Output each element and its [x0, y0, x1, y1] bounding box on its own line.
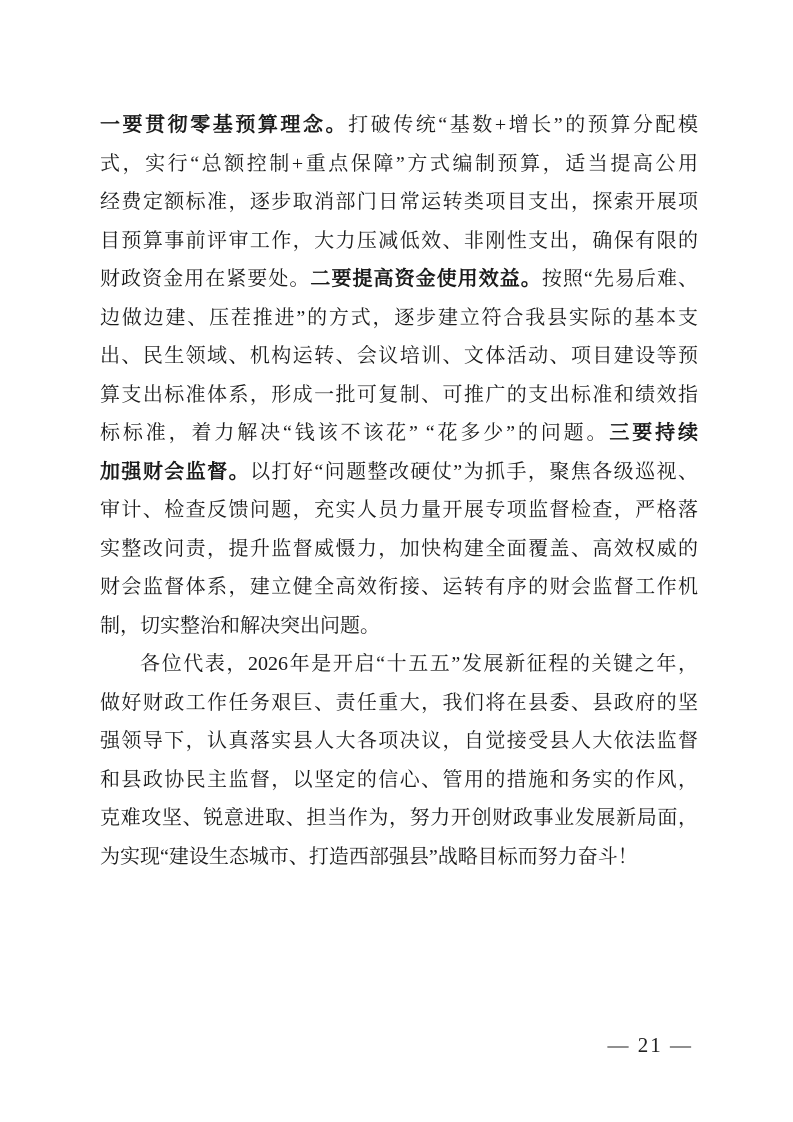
- text-segment: 财会监督体系，建立健全高效衔接、运转有序的财会监督工作机: [100, 576, 698, 598]
- text-line: [100, 222, 698, 261]
- text-block: [100, 106, 698, 876]
- text-line: [100, 799, 698, 838]
- text-line: [100, 414, 698, 453]
- text-segment: 以打好“问题整改硬仗”为抓手，聚焦各级巡视、: [250, 460, 698, 483]
- text-line: [100, 260, 698, 299]
- text-line: [100, 453, 698, 492]
- text-segment: 和县政协民主监督，以坚定的信心、管用的措施和务实的作风，: [100, 768, 698, 791]
- text-segment: 经费定额标准，逐步取消部门日常运转类项目支出，探索开展项: [100, 191, 698, 213]
- text-segment: 各位代表，2026年是开启“十五五”发展新征程的关键之年，: [140, 653, 698, 675]
- text-segment: 式，实行“总额控制+重点保障”方式编制预算，适当提高公用: [100, 152, 698, 175]
- text-segment: 克难攻坚、锐意进取、担当作为，努力开创财政事业发展新局面，: [100, 807, 698, 829]
- text-line: [100, 491, 698, 530]
- text-segment: 目预算事前评审工作，大力压减低效、非刚性支出，确保有限的: [100, 229, 698, 252]
- text-line: [100, 299, 698, 338]
- text-segment: 出、民生领域、机构运转、会议培训、文体活动、项目建设等预: [100, 345, 698, 367]
- bold-text-segment: 二要提高资金使用效益。: [310, 268, 542, 290]
- text-segment: 边做边建、压茬推进”的方式，逐步建立符合我县实际的基本支: [100, 306, 698, 329]
- text-segment: 算支出标准体系，形成一批可复制、可推广的支出标准和绩效指: [100, 383, 698, 406]
- text-line: [100, 376, 698, 415]
- text-segment: 制，切实整治和解决突出问题。: [100, 614, 380, 637]
- text-segment: 做好财政工作任务艰巨、责任重大，我们将在县委、县政府的坚: [100, 691, 698, 714]
- text-segment: 实整改问责，提升监督威慑力，加快构建全面覆盖、高效权威的: [100, 537, 698, 560]
- text-line: [100, 568, 698, 607]
- text-segment: 强领导下，认真落实县人大各项决议，自觉接受县人大依法监督: [100, 730, 698, 752]
- text-segment: 打破传统“基数+增长”的预算分配模: [348, 114, 698, 136]
- text-line: [100, 337, 698, 376]
- text-line: [100, 838, 698, 877]
- text-line: [100, 106, 698, 145]
- bold-text-segment: 三要持续: [609, 422, 698, 444]
- text-segment: 审计、检查反馈问题，充实人员力量开展专项监督检查，严格落: [100, 499, 698, 521]
- bold-text-segment: 加强财会监督。: [100, 460, 251, 483]
- text-segment: 财政资金用在紧要处。: [100, 268, 311, 290]
- text-line: [100, 722, 698, 761]
- paragraph: [100, 106, 698, 645]
- paragraph: [100, 645, 698, 876]
- text-line: [100, 145, 698, 184]
- text-line: [100, 645, 698, 684]
- text-line: [100, 530, 698, 569]
- text-line: [100, 607, 698, 646]
- text-segment: 按照“先易后难、: [541, 268, 698, 290]
- text-line: [100, 183, 698, 222]
- text-segment: 标标准，着力解决“钱该不该花” “花多少”的问题。: [100, 422, 610, 444]
- page-number: — 21 —: [607, 1033, 693, 1057]
- text-line: [100, 761, 698, 800]
- text-segment: 为实现“建设生态城市、打造西部强县”战略目标而努力奋斗！: [100, 845, 638, 868]
- text-line: [100, 684, 698, 723]
- bold-text-segment: 一要贯彻零基预算理念。: [100, 114, 349, 136]
